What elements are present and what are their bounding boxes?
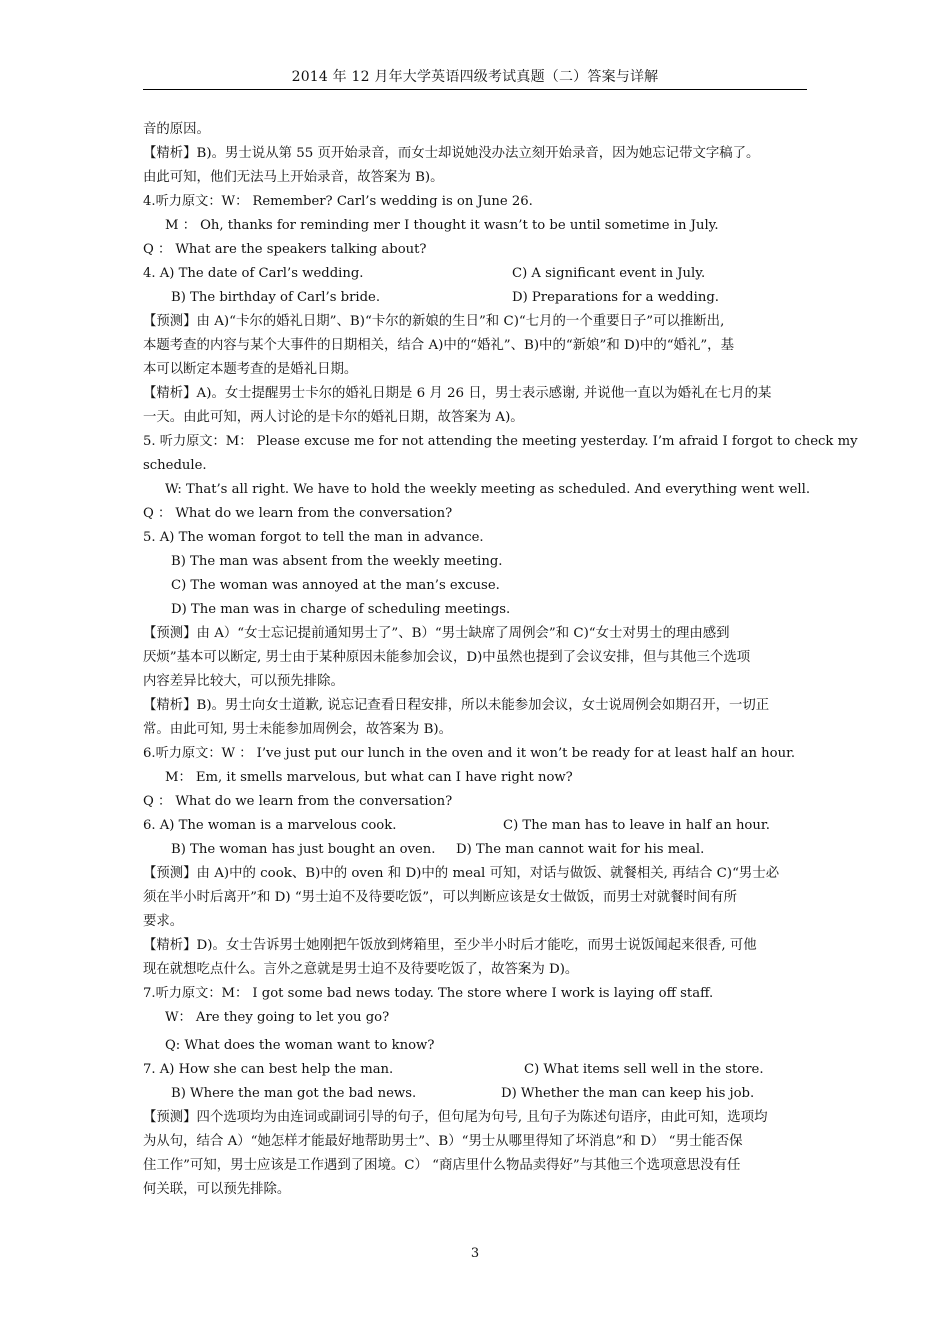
text-line: 【预测】由 A)中的 cook、B)中的 oven 和 D)中的 meal 可知，对话与做饭、就餐相关, 再结合 C)“男士必 [143, 866, 780, 881]
dialogue-line: 5. 听力原文：M： Please excuse me for not attending the meeting yesterday. I’m afraid I forgot to check my [143, 434, 858, 449]
text-line: 内容差异比较大，可以预先排除。 [143, 674, 344, 689]
text-line: 常。由此可知, 男士未能参加周例会，故答案为 B)。 [143, 722, 453, 737]
text-line: 须在半小时后离开”和 D) “男士迫不及待要吃饭”，可以判断应该是女士做饭，而男士对就餐时间有所 [143, 890, 738, 905]
text-line: 由此可知，他们无法马上开始录音，故答案为 B)。 [143, 170, 444, 185]
question-line: Q: What does the woman want to know? [165, 1038, 435, 1053]
page-header-title: 2014 年 12 月年大学英语四级考试真题（二）答案与详解 [291, 69, 659, 85]
option-row: B) The man was absent from the weekly meeting. [171, 554, 503, 569]
text-line: 一天。由此可知，两人讨论的是卡尔的婚礼日期，故答案为 A)。 [143, 410, 524, 425]
text-line: 现在就想吃点什么。言外之意就是男士迫不及待要吃饭了，故答案为 D)。 [143, 962, 579, 977]
option-row: 7. A) How she can best help the man. C) What items sell well in the store. [143, 1062, 764, 1077]
question-line: Q ： What do we learn from the conversation? [143, 794, 453, 809]
text-line: 【精析】D)。女士告诉男士她刚把午饭放到烤箱里，至少半小时后才能吃，而男士说饭闻起来很香, 可他 [143, 938, 757, 953]
dialogue-line: M： Em, it smells marvelous, but what can I have right now? [165, 770, 573, 785]
option-row: D) The man was in charge of scheduling meetings. [171, 602, 511, 617]
dialogue-line: W： Are they going to let you go? [165, 1010, 390, 1025]
dialogue-line: W: That’s all right. We have to hold the weekly meeting as scheduled. And everything went well. [165, 482, 811, 497]
option-row: B) The woman has just bought an oven. D) The man cannot wait for his meal. [171, 842, 705, 857]
question-line: Q ： What do we learn from the conversation? [143, 506, 453, 521]
option-row: 6. A) The woman is a marvelous cook. C) The man has to leave in half an hour. [143, 818, 770, 833]
text-line: 【预测】四个选项均为由连词或副词引导的句子，但句尾为句号, 且句子为陈述句语序，由此可知，选项均 [143, 1110, 768, 1125]
text-line: 【精析】B)。男士向女士道歉, 说忘记查看日程安排，所以未能参加会议，女士说周例会如期召开，一切正 [143, 698, 770, 713]
text-line: 何关联，可以预先排除。 [143, 1182, 291, 1197]
dialogue-line: schedule. [143, 458, 207, 473]
text-line: 音的原因。 [143, 122, 210, 137]
question-line: Q ： What are the speakers talking about? [143, 242, 427, 257]
dialogue-line: 7.听力原文：M： I got some bad news today. The store where I work is laying off staff. [143, 986, 714, 1001]
page-number: 3 [470, 1246, 480, 1261]
header-divider [143, 89, 807, 90]
text-line: 要求。 [143, 914, 184, 929]
text-line: 本可以断定本题考查的是婚礼日期。 [143, 362, 358, 377]
option-row: 4. A) The date of Carl’s wedding. C) A significant event in July. [143, 266, 706, 281]
dialogue-line: 6.听力原文：W ： I’ve just put our lunch in the oven and it won’t be ready for at least half an hour. [143, 746, 796, 761]
text-line: 本题考查的内容与某个大事件的日期相关，结合 A)中的“婚礼”、B)中的“新娘”和 D)中的“婚礼”，基 [143, 338, 734, 353]
text-line: 【预测】由 A)“卡尔的婚礼日期”、B)“卡尔的新娘的生日”和 C)“七月的一个重要日子”可以推断出, [143, 314, 725, 329]
option-row: B) The birthday of Carl’s bride. D) Preparations for a wedding. [171, 290, 719, 305]
option-row: C) The woman was annoyed at the man’s excuse. [171, 578, 500, 593]
text-line: 【精析】B)。男士说从第 55 页开始录音，而女士却说她没办法立刻开始录音，因为她忘记带文字稿了。 [143, 146, 760, 161]
option-row: 5. A) The woman forgot to tell the man in advance. [143, 530, 484, 545]
text-line: 【预测】由 A）“女士忘记提前通知男士了”、B）“男士缺席了周例会”和 C)“女士对男士的理由感到 [143, 626, 730, 641]
page-content [143, 118, 858, 1202]
text-line: 为从句，结合 A）“她怎样才能最好地帮助男士”、B）“男士从哪里得知了坏消息”和 D） “男士能否保 [143, 1134, 743, 1149]
dialogue-line: 4.听力原文：W： Remember? Carl’s wedding is on June 26. [143, 194, 533, 209]
dialogue-line: M ： Oh, thanks for reminding mer I thought it wasn’t to be until sometime in July. [165, 218, 719, 233]
text-line: 厌烦”基本可以断定, 男士由于某种原因未能参加会议，D)中虽然也提到了会议安排，但与其他三个选项 [143, 650, 751, 665]
option-row: B) Where the man got the bad news. D) Whether the man can keep his job. [171, 1086, 755, 1101]
text-line: 【精析】A)。女士提醒男士卡尔的婚礼日期是 6 月 26 日，男士表示感谢, 并说他一直以为婚礼在七月的某 [143, 386, 772, 401]
text-line: 住工作”可知，男士应该是工作遇到了困境。C） “商店里什么物品卖得好”与其他三个选项意思没有任 [143, 1158, 741, 1173]
